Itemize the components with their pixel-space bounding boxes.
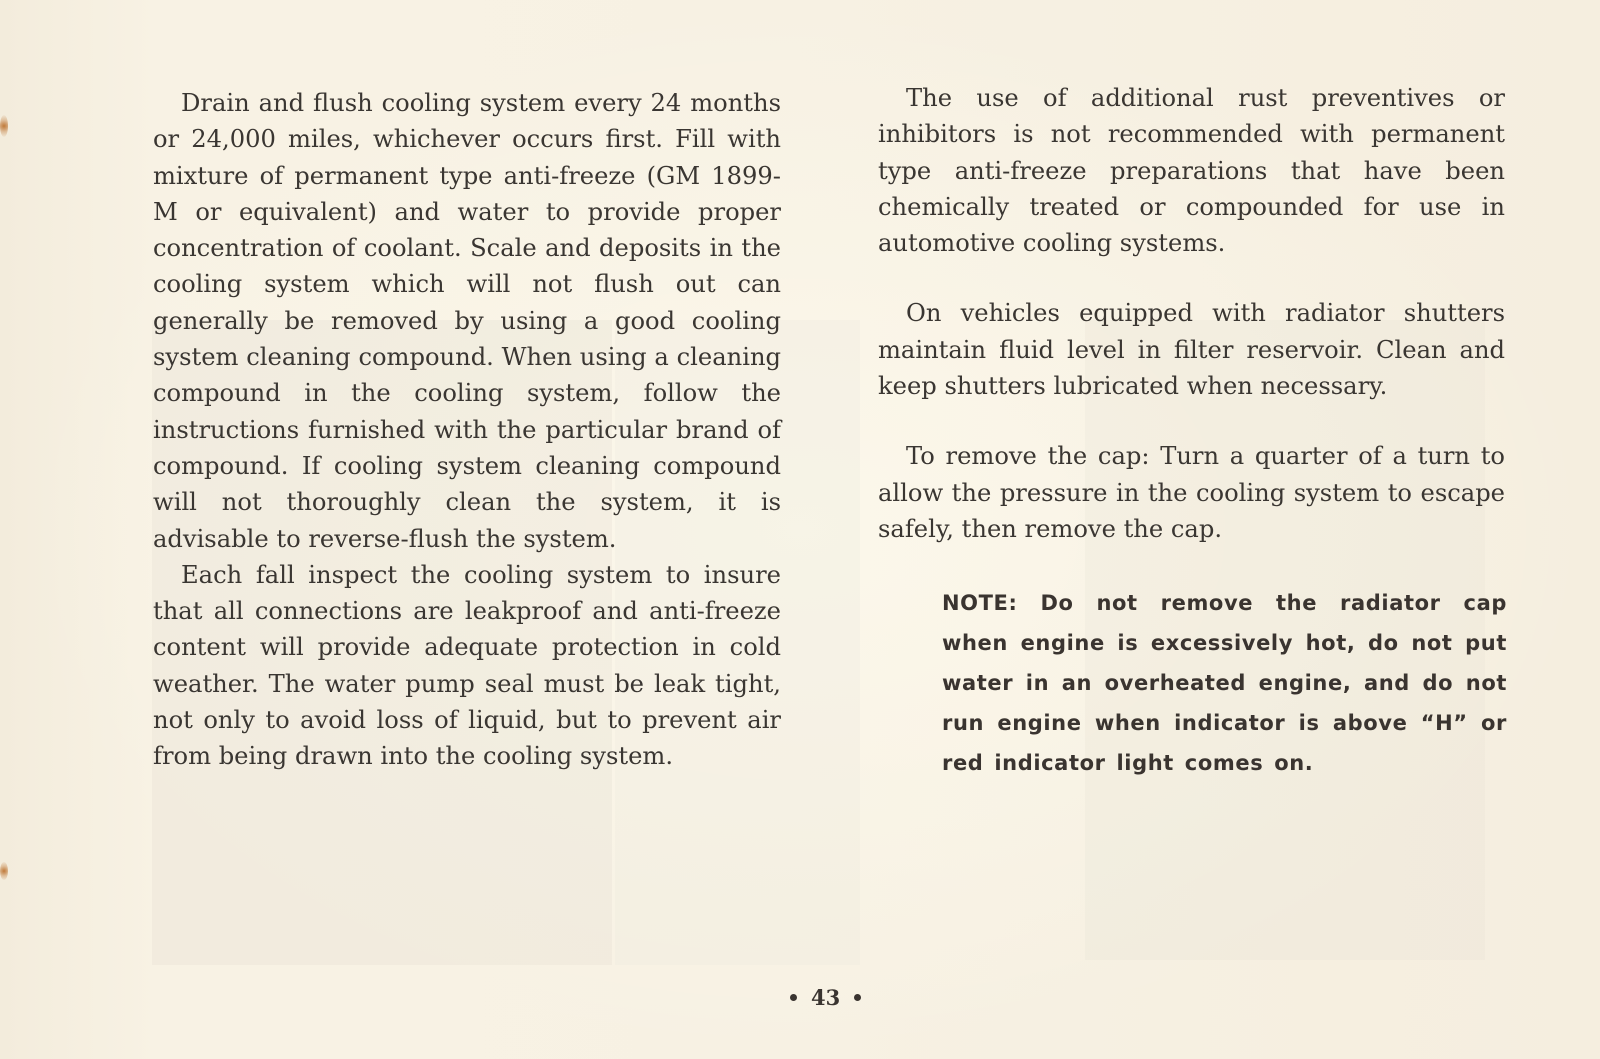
bullet-icon	[854, 994, 861, 1001]
page-number-label: 43	[811, 985, 841, 1010]
paragraph-remove-cap: To remove the cap: Turn a quarter of a turn to allow the pressure in the cooling system to escape safely, then remove the cap.	[878, 442, 1505, 543]
paragraph-radiator-shutters: On vehicles equipped with radiator shutters maintain fluid level in filter reservoir. Clean and keep shutters lubricated when necessary.	[878, 299, 1505, 401]
paragraph-rust-preventives: The use of additional rust preventives or inhibitors is not recommended with permanent type anti-freeze preparations that have been chemically treated or compounded for use in automotive cooling systems.	[878, 84, 1505, 258]
right-column	[878, 80, 1505, 547]
note-warning: NOTE: Do not remove the radiator cap when engine is excessively hot, do not put water in an overheated engine, and do not run engine when indicator is above “H” or red indicator light comes on.	[942, 591, 1507, 775]
paragraph-fall-inspection: Each fall inspect the cooling system to insure that all connections are leakproof and anti-freeze content will provide adequate protection in cold weather. The water pump seal must be leak tight, not only to avoid loss of liquid, but to prevent air from being drawn into the cooling system.	[153, 560, 781, 771]
left-column	[153, 85, 781, 775]
paragraph-drain-flush: Drain and flush cooling system every 24 months or 24,000 miles, whichever occurs first. Fill with mixture of permanent type anti-freeze (GM 1899-M or equivalent) and water to provide proper concentration of coolant. Scale and deposits in the cooling system which will not flush out can generally be removed by using a good cooling system cleaning compound. When using a cleaning compound in the cooling system, follow the instructions furnished with the particular brand of compound. If cooling system cleaning compound will not thoroughly clean the system, it is advisable to reverse-flush the system.	[153, 89, 781, 553]
bullet-icon	[790, 994, 797, 1001]
binding-stain	[0, 115, 8, 137]
binding-stain	[0, 862, 8, 880]
page-number	[790, 985, 861, 1010]
